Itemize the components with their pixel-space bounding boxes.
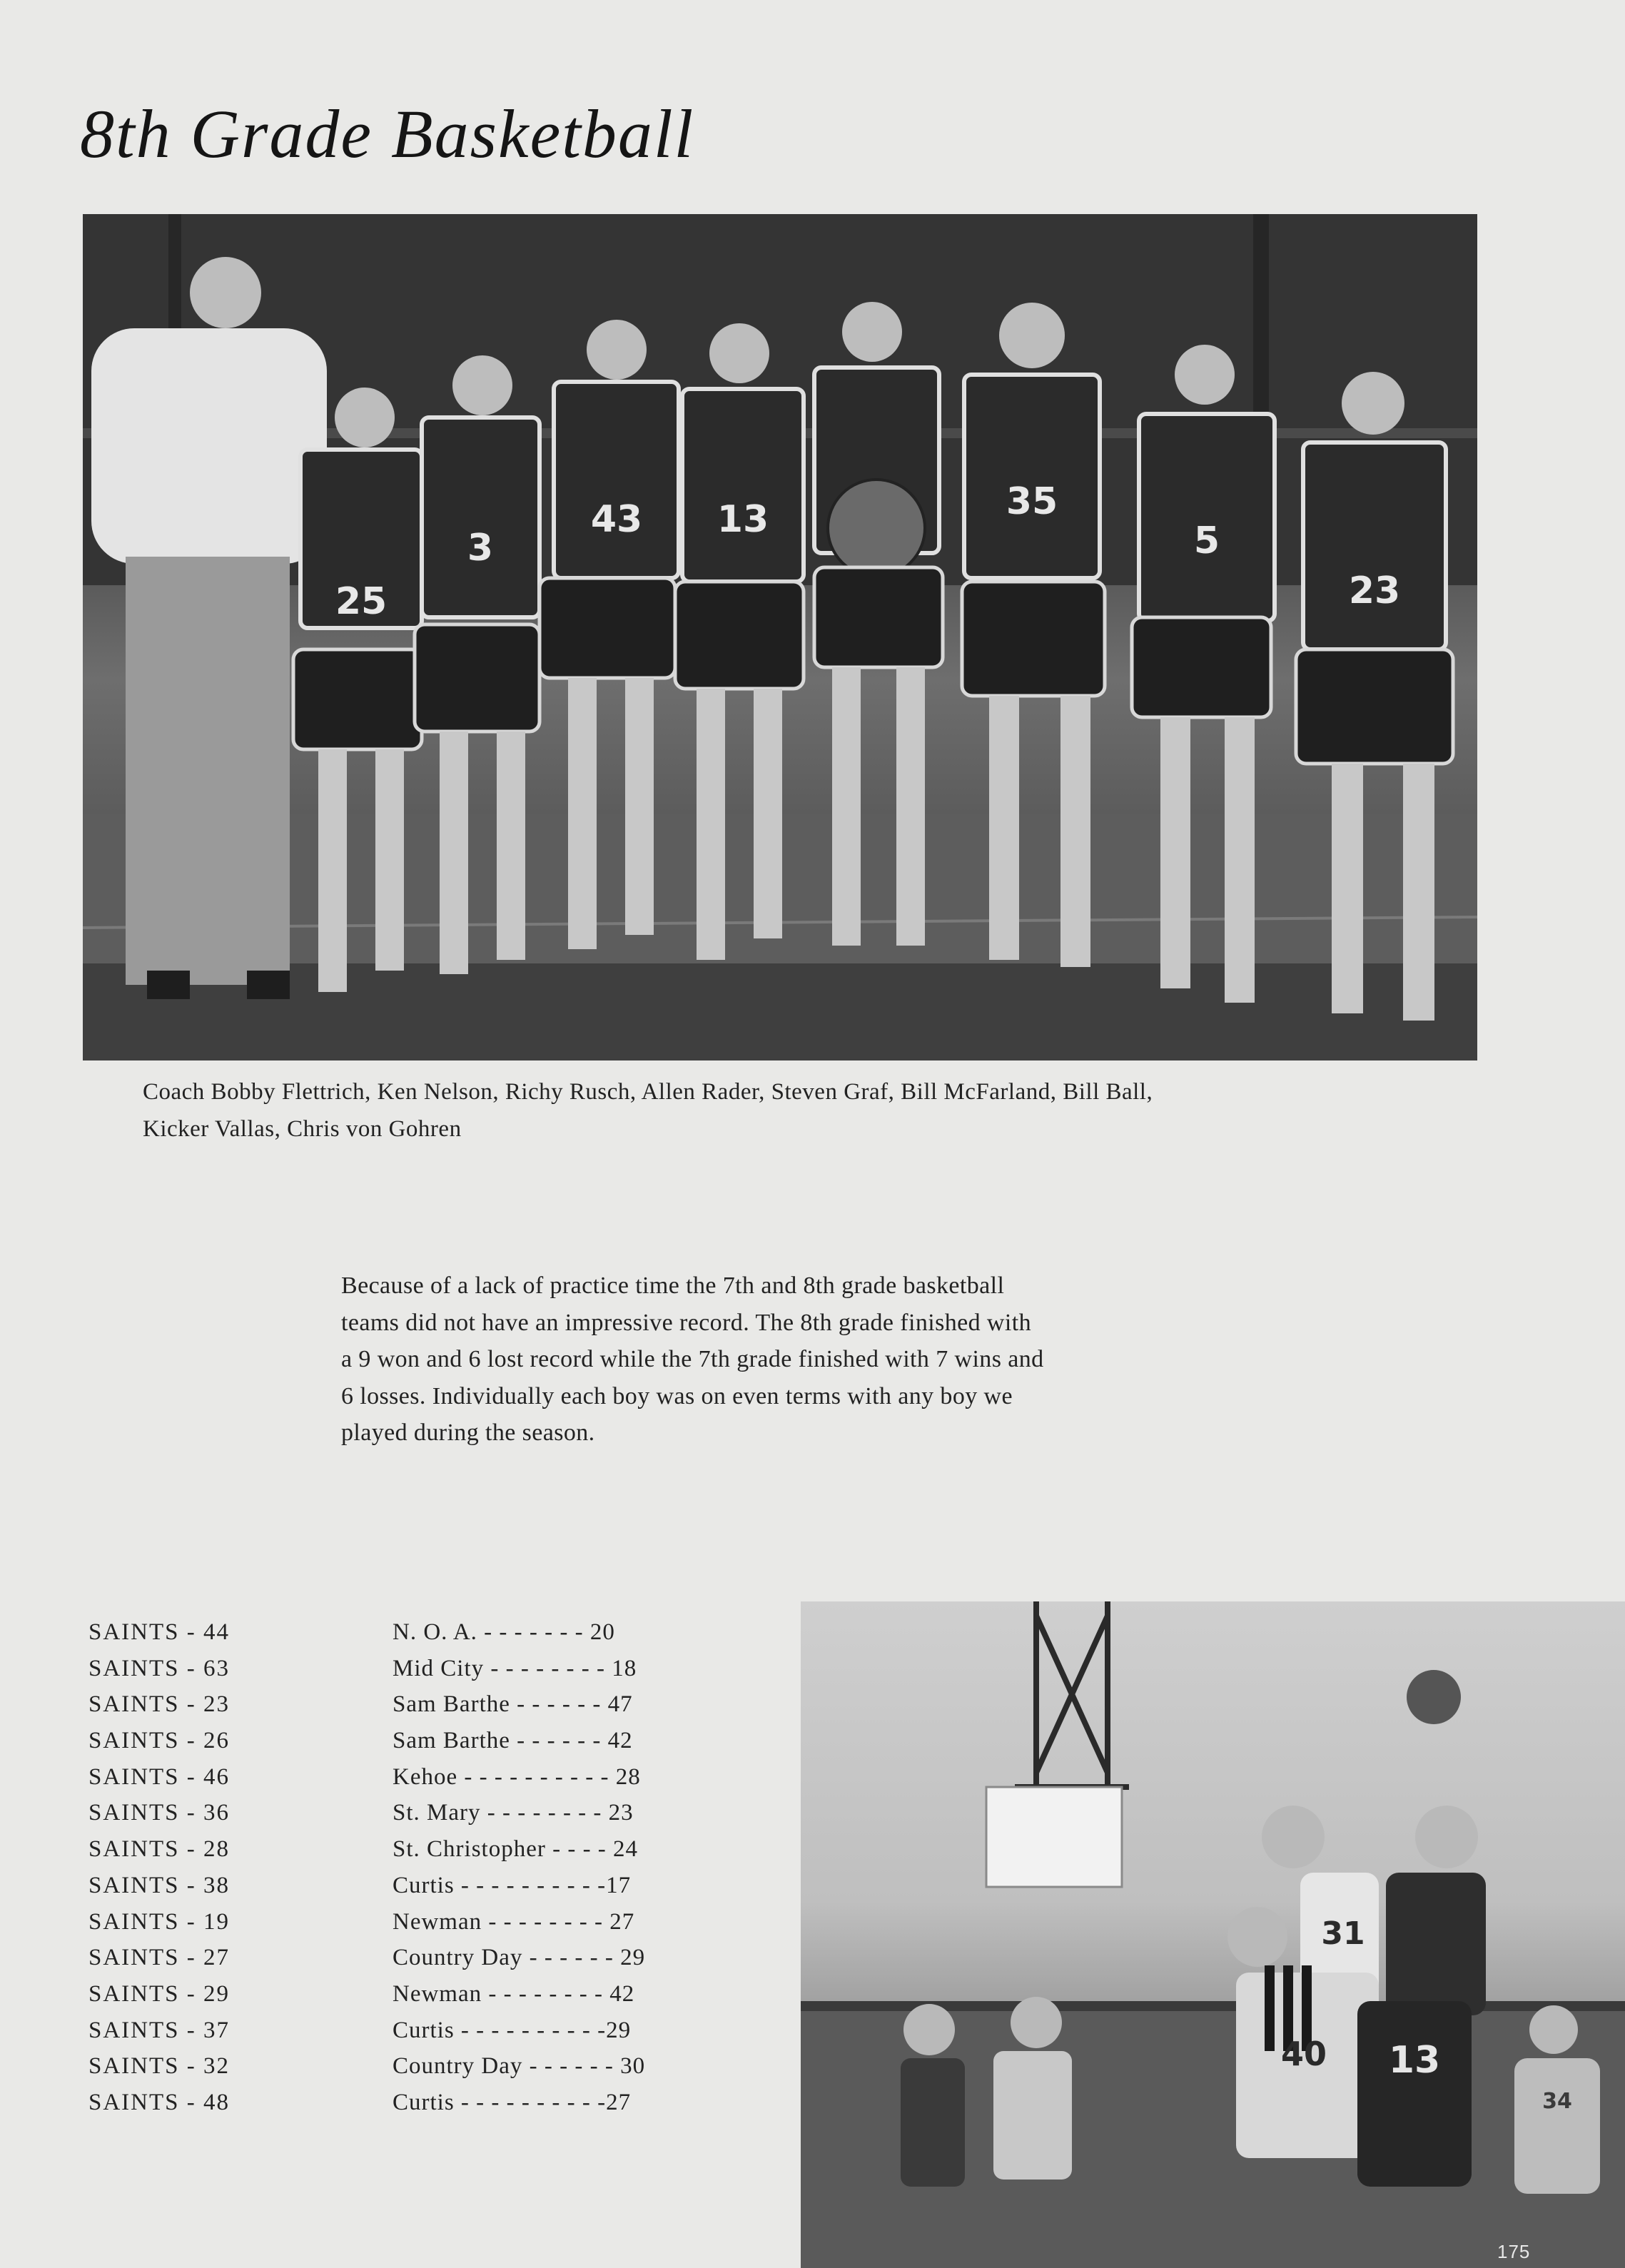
score-row — [88, 1831, 731, 1868]
saints-score: SAINTS - 32 — [88, 2053, 231, 2080]
team-photo-illustration — [83, 214, 1477, 1060]
jersey-number: 40 — [1280, 2035, 1327, 2073]
game-action-photo — [801, 1601, 1625, 2268]
score-row — [88, 1723, 731, 1759]
page-title: 8th Grade Basketball — [80, 96, 695, 172]
score-row — [88, 1651, 731, 1687]
jersey-number: 13 — [717, 498, 769, 541]
photo-caption — [143, 1073, 1484, 1148]
narrative-line: 6 losses. Individually each boy was on even terms with any boy we — [341, 1382, 1013, 1409]
score-row — [88, 1868, 731, 1904]
opponent-score: Curtis - - - - - - - - - -29 — [393, 2017, 632, 2043]
opponent-score: Mid City - - - - - - - - 18 — [393, 1655, 637, 1681]
opponent-score: St. Mary - - - - - - - - 23 — [393, 1800, 634, 1826]
saints-score: SAINTS - 29 — [88, 1980, 231, 2007]
jersey-number: 35 — [1006, 480, 1058, 523]
saints-score: SAINTS - 38 — [88, 1872, 231, 1898]
jersey-number: 43 — [590, 498, 643, 541]
score-row — [88, 2048, 731, 2085]
opponent-score: Curtis - - - - - - - - - -27 — [393, 2089, 632, 2115]
jersey-number: 13 — [1388, 2039, 1441, 2082]
score-row — [88, 1904, 731, 1940]
jersey-number: 34 — [1542, 2089, 1572, 2114]
jersey-number: 3 — [467, 527, 494, 569]
opponent-score: Country Day - - - - - - 29 — [393, 1945, 646, 1971]
saints-score: SAINTS - 27 — [88, 1945, 231, 1971]
saints-score: SAINTS - 23 — [88, 1691, 231, 1718]
basketball-icon — [828, 480, 925, 577]
opponent-score: Country Day - - - - - - 30 — [393, 2053, 646, 2080]
game-action-illustration — [801, 1601, 1625, 2268]
narrative-line: teams did not have an impressive record. The 8th grade finished with — [341, 1309, 1031, 1336]
score-row — [88, 1614, 731, 1651]
jersey-number: 23 — [1348, 569, 1401, 612]
narrative-line: played during the season. — [341, 1419, 595, 1446]
page-number: 175 — [1497, 2241, 1531, 2262]
opponent-score: Newman - - - - - - - - 42 — [393, 1980, 635, 2007]
team-photo — [83, 214, 1477, 1060]
score-row — [88, 1759, 731, 1796]
saints-score: SAINTS - 28 — [88, 1836, 231, 1863]
saints-score: SAINTS - 44 — [88, 1619, 231, 1645]
saints-score: SAINTS - 37 — [88, 2017, 231, 2043]
score-row — [88, 1686, 731, 1723]
narrative-line: Because of a lack of practice time the 7th and 8th grade basketball — [341, 1272, 1005, 1299]
opponent-score: Sam Barthe - - - - - - 42 — [393, 1728, 633, 1754]
saints-score: SAINTS - 46 — [88, 1763, 231, 1790]
opponent-score: Newman - - - - - - - - 27 — [393, 1908, 635, 1935]
opponent-score: Sam Barthe - - - - - - 47 — [393, 1691, 633, 1718]
saints-score: SAINTS - 63 — [88, 1655, 231, 1681]
backboard — [986, 1787, 1122, 1887]
opponent-score: Kehoe - - - - - - - - - - 28 — [393, 1763, 641, 1790]
opponent-score: Curtis - - - - - - - - - -17 — [393, 1872, 632, 1898]
opponent-score: St. Christopher - - - - 24 — [393, 1836, 639, 1863]
score-row — [88, 2085, 731, 2121]
saints-score: SAINTS - 19 — [88, 1908, 231, 1935]
score-row — [88, 1940, 731, 1976]
season-scores-list — [88, 1614, 731, 2121]
jersey-number: 25 — [335, 580, 388, 623]
jersey-number: 31 — [1321, 1915, 1365, 1952]
basketball-icon — [1407, 1670, 1461, 1724]
opponent-score: N. O. A. - - - - - - - 20 — [393, 1619, 615, 1645]
score-row — [88, 1976, 731, 2013]
score-row — [88, 2013, 731, 2049]
narrative-line: a 9 won and 6 lost record while the 7th grade finished with 7 wins and — [341, 1346, 1044, 1372]
saints-score: SAINTS - 36 — [88, 1800, 231, 1826]
caption-line: Coach Bobby Flettrich, Ken Nelson, Richy Rusch, Allen Rader, Steven Graf, Bill McFarland, Bill Ball, — [143, 1079, 1153, 1105]
season-narrative — [341, 1267, 1212, 1452]
jersey-number: 5 — [1193, 520, 1220, 562]
saints-score: SAINTS - 48 — [88, 2089, 231, 2115]
saints-score: SAINTS - 26 — [88, 1728, 231, 1754]
score-row — [88, 1795, 731, 1831]
caption-line: Kicker Vallas, Chris von Gohren — [143, 1116, 462, 1142]
